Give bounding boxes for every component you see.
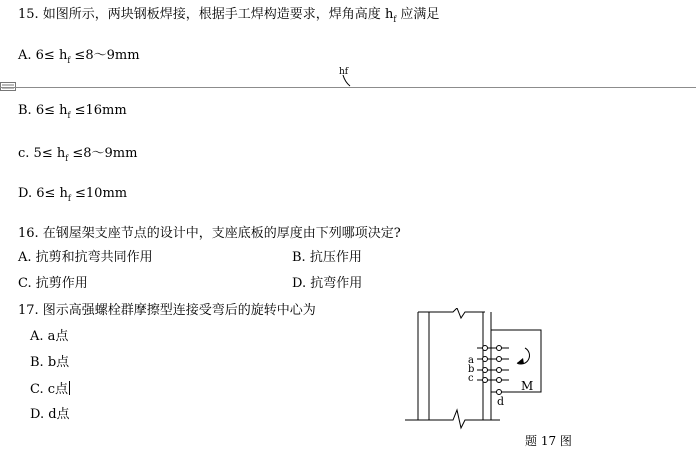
- q15-option-b: [18, 103, 127, 120]
- q15-option-d-sub: f: [67, 194, 71, 203]
- q16-option-a: A. 抗剪和抗弯共同作用: [18, 250, 153, 265]
- q15-option-b-pre: B. 6≤ h: [18, 103, 68, 118]
- q15-stem: [18, 7, 439, 24]
- bolt-label-a: a: [468, 355, 474, 366]
- q16-option-d: D. 抗弯作用: [292, 276, 363, 291]
- q15-stem-text: 15. 如图所示，两块钢板焊接，根据手工焊构造要求，焊角高度 h: [18, 7, 394, 22]
- q15-option-c: [18, 146, 137, 163]
- text-cursor: [69, 381, 70, 395]
- q17-option-d: D. d点: [30, 407, 70, 422]
- q15-stem-tail: 应满足: [396, 7, 440, 22]
- q15-option-d: [18, 186, 127, 203]
- q17-stem: 17. 图示高强螺栓群摩擦型连接受弯后的旋转中心为: [18, 303, 316, 318]
- q15-option-d-pre: D. 6≤ h: [18, 186, 68, 201]
- q15-option-b-sub: f: [67, 111, 71, 120]
- figure-caption: 题 17 图: [525, 434, 572, 448]
- q15-option-a: [18, 48, 140, 65]
- q17-figure: [405, 308, 585, 454]
- bolt-label-c: c: [468, 373, 474, 384]
- q15-option-c-pre: c. 5≤ h: [18, 146, 66, 161]
- floating-hf-label: hf: [339, 67, 349, 77]
- q15-option-a-post: ≤8～9mm: [70, 48, 140, 63]
- q16-stem: 16. 在钢屋架支座节点的设计中，支座底板的厚度由下列哪项决定?: [18, 226, 401, 241]
- q16-option-b: B. 抗压作用: [292, 250, 362, 265]
- q15-option-b-post: ≤16mm: [70, 103, 127, 118]
- q17-option-c-text: C. c点: [30, 382, 69, 397]
- q17-option-a: A. a点: [30, 329, 69, 344]
- bolt-label-d: d: [497, 395, 505, 408]
- bolt-label-b: b: [468, 364, 475, 375]
- q15-option-c-sub: f: [65, 154, 69, 163]
- q16-option-c: C. 抗剪作用: [18, 276, 88, 291]
- q15-stem-sub: f: [393, 15, 397, 24]
- q15-option-a-sub: f: [67, 56, 71, 65]
- q17-option-b: B. b点: [30, 355, 70, 370]
- q15-option-d-post: ≤10mm: [70, 186, 128, 201]
- q15-option-a-pre: A. 6≤ h: [18, 48, 68, 63]
- moment-label: M: [521, 379, 534, 393]
- leader-hook: [340, 74, 352, 88]
- q15-option-c-post: ≤8～9mm: [68, 146, 138, 161]
- q17-option-c: [30, 381, 70, 398]
- page-break-line: [0, 87, 696, 88]
